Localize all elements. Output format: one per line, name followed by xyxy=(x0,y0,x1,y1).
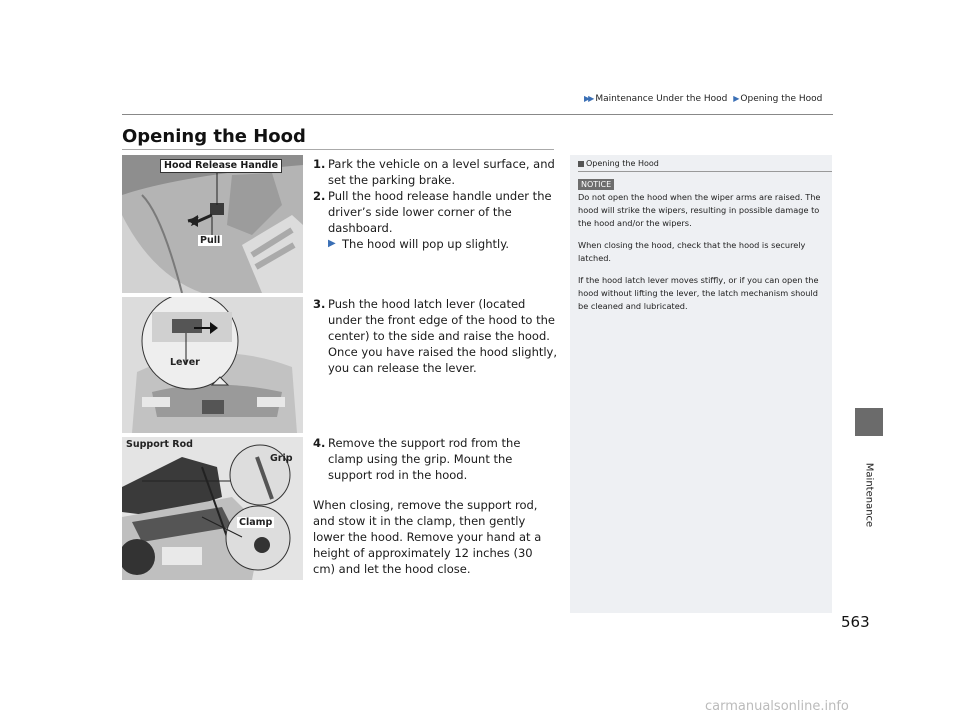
step-number: 2. xyxy=(313,189,326,203)
note-title xyxy=(578,159,659,168)
hood-release-illustration xyxy=(122,155,303,293)
steps-group-4 xyxy=(313,435,558,577)
step-1 xyxy=(313,156,558,188)
step-3 xyxy=(313,296,558,376)
pull-label: Pull xyxy=(200,235,221,246)
clamp-label: Clamp xyxy=(239,517,273,528)
page-number: 563 xyxy=(841,613,870,631)
step-text: Pull the hood release handle under the driver’s side lower corner of the dashboard. xyxy=(328,189,552,235)
breadcrumb xyxy=(584,94,822,104)
title-divider xyxy=(122,149,554,150)
step-2 xyxy=(313,188,558,236)
note-paragraph: If the hood latch lever moves stiffly, or if you can open the hood without lifting the lever, the latch mechanism should be cleaned and lubricated. xyxy=(578,275,819,311)
step-result-text: The hood will pop up slightly. xyxy=(342,237,510,251)
support-rod-label: Support Rod xyxy=(126,439,193,450)
steps-group-3 xyxy=(313,296,558,376)
breadcrumb-section: Maintenance Under the Hood xyxy=(595,94,728,104)
header-divider xyxy=(122,114,833,115)
note-marker-icon xyxy=(578,161,584,167)
step-number: 3. xyxy=(313,297,326,311)
step-text: Remove the support rod from the clamp using the grip. Mount the support rod in the hood. xyxy=(328,436,521,482)
hood-release-figure xyxy=(122,155,303,293)
step-text: Push the hood latch lever (located under the front edge of the hood to the center) to the side and raise the hood. Once you have raised the hood slightly, you can release the lever. xyxy=(328,297,558,375)
note-paragraph: Do not open the hood when the wiper arms are raised. The hood will strike the wipers, resulting in possible damage to the hood and/or the wipers. xyxy=(578,192,821,228)
breadcrumb-arrow-icon: ▶ xyxy=(733,94,738,103)
breadcrumb-page: Opening the Hood xyxy=(740,94,823,104)
grip-label: Grip xyxy=(270,453,293,464)
result-arrow-icon: ▶ xyxy=(328,238,336,249)
section-side-label: Maintenance xyxy=(863,462,875,528)
step-text: Park the vehicle on a level surface, and set the parking brake. xyxy=(328,157,555,187)
step-number: 4. xyxy=(313,436,326,450)
steps-group-1 xyxy=(313,156,558,252)
hood-latch-figure xyxy=(122,297,303,433)
watermark: carmanualsonline.info xyxy=(705,699,849,714)
note-body xyxy=(578,191,826,322)
note-paragraph: When closing the hood, check that the hood is securely latched. xyxy=(578,240,806,263)
step-2-result xyxy=(313,236,558,252)
notice-badge: NOTICE xyxy=(578,179,614,190)
hood-release-handle-label: Hood Release Handle xyxy=(160,159,282,173)
step-number: 1. xyxy=(313,157,326,171)
breadcrumb-arrow-icon: ▶▶ xyxy=(584,94,593,103)
hood-latch-illustration xyxy=(122,297,303,433)
lever-label: Lever xyxy=(170,357,200,368)
closing-paragraph: When closing, remove the support rod, and stow it in the clamp, then gently lower the hood. Remove your hand at a height of approximately 12 inches (30 cm) and let the hood close. xyxy=(313,498,542,576)
note-divider xyxy=(578,171,832,172)
step-4 xyxy=(313,435,558,483)
note-title-text: Opening the Hood xyxy=(586,159,659,168)
page-title: Opening the Hood xyxy=(122,126,306,147)
support-rod-figure xyxy=(122,437,303,580)
section-tab-marker xyxy=(855,408,883,436)
